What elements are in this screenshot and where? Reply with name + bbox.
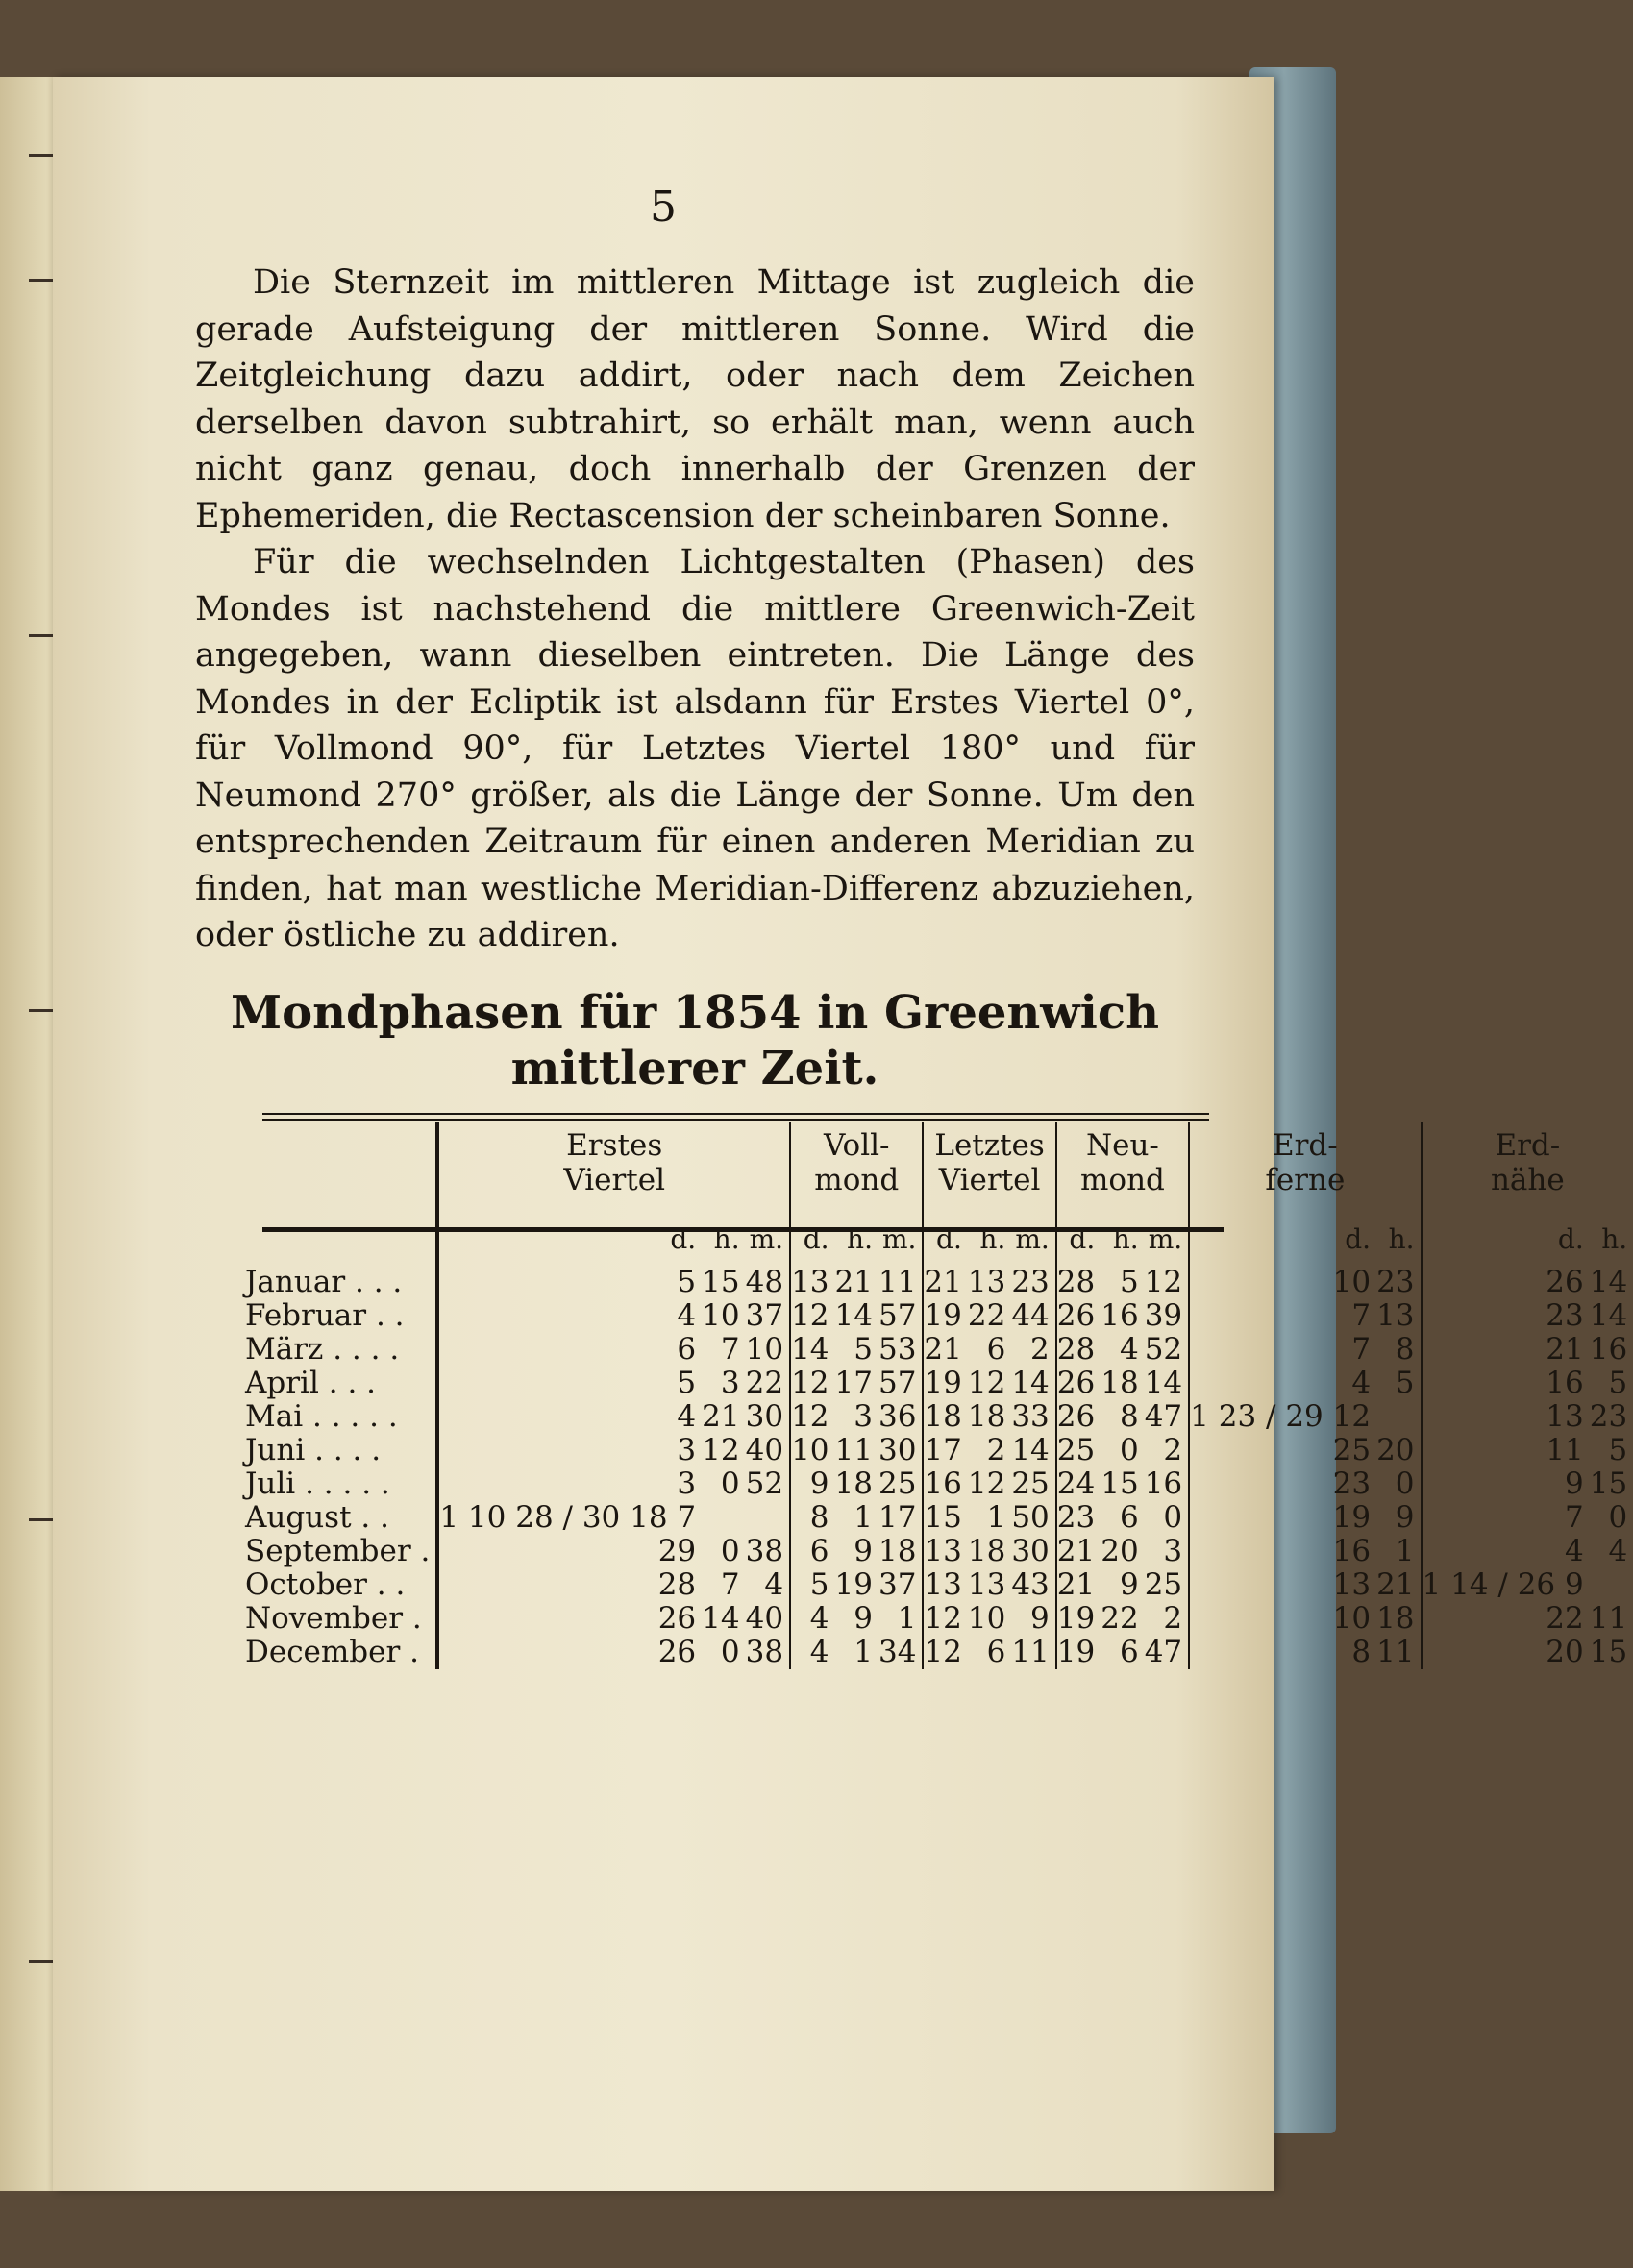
table-cell: 14 <box>1144 1366 1183 1400</box>
table-cell: 0 <box>720 1635 740 1669</box>
table-row <box>245 1299 1633 1333</box>
table-cell: 22 <box>745 1366 784 1400</box>
table-cell: 12 <box>790 1299 834 1333</box>
table-cell: 9 <box>1422 1467 1590 1501</box>
table-cell: 16 <box>923 1467 967 1501</box>
table-cell: 17 <box>878 1500 917 1535</box>
table-cell: 9 <box>1395 1500 1415 1535</box>
table-cell: 15 <box>1589 1467 1628 1501</box>
unit-label: d. <box>1422 1209 1590 1266</box>
table-cell: 0 <box>1163 1500 1183 1535</box>
table-cell: 19 <box>923 1367 967 1400</box>
table-header-row <box>245 1122 1633 1209</box>
table-cell: 2 <box>986 1433 1006 1467</box>
table-cell: 20 <box>1101 1534 1139 1568</box>
table-cell: 10 <box>745 1332 784 1367</box>
table-cell: 47 <box>1144 1635 1183 1669</box>
table-cell: 17 <box>923 1434 967 1467</box>
table-cell: 11 <box>834 1433 873 1467</box>
table-cell: 4 <box>790 1602 834 1636</box>
table-cell: 7 <box>1189 1299 1376 1333</box>
table-cell: 1 <box>897 1601 917 1636</box>
table-cell: 4 <box>1189 1367 1376 1400</box>
column-header-line: Viertel <box>938 1163 1041 1197</box>
table-cell: 19 <box>923 1299 967 1333</box>
table-cell: 20 <box>1422 1636 1590 1669</box>
table-cell: 26 <box>437 1636 702 1669</box>
table-cell: 11 <box>1422 1434 1590 1467</box>
table-cell: 10 <box>1189 1602 1376 1636</box>
table-cell: 23 <box>1011 1265 1050 1299</box>
table-cell: 11 <box>1011 1635 1050 1669</box>
table-cell: 6 <box>1119 1635 1139 1669</box>
table-cell: 13 <box>923 1568 967 1602</box>
table-cell: 1 <box>1395 1534 1415 1568</box>
column-header <box>790 1122 923 1209</box>
table-cell: 21 <box>834 1265 873 1299</box>
table-cell: 7 <box>720 1567 740 1602</box>
table-cell: 5 <box>1395 1366 1415 1400</box>
table-cell: 10 <box>790 1434 834 1467</box>
unit-label: h. <box>1601 1223 1628 1255</box>
month-name: September . <box>245 1534 431 1568</box>
body-text <box>195 259 1195 959</box>
unit-label: m. <box>1015 1223 1050 1255</box>
table-cell: 9 <box>1119 1567 1139 1602</box>
table-cell: 12 <box>967 1467 1006 1501</box>
table-cell <box>702 1501 745 1535</box>
column-header-line: nähe <box>1490 1163 1565 1197</box>
table-cell: 13 <box>923 1535 967 1568</box>
table-cell: 12 <box>1144 1265 1183 1299</box>
table-cell: 23 <box>1056 1501 1101 1535</box>
unit-label: d. <box>1056 1209 1101 1266</box>
divider <box>262 1113 1209 1115</box>
table-cell: 34 <box>878 1635 917 1669</box>
table-row <box>245 1400 1633 1434</box>
table-cell: 23 <box>1589 1399 1628 1434</box>
table-cell: 11 <box>1589 1601 1628 1636</box>
table-cell: 10 <box>1189 1266 1376 1299</box>
table-cell: 13 <box>790 1266 834 1299</box>
month-name: Februar . . <box>245 1298 405 1333</box>
unit-label: d. <box>790 1209 834 1266</box>
table-cell: 26 <box>437 1602 702 1636</box>
table-cell: 0 <box>720 1534 740 1568</box>
table-cell: 1 <box>986 1500 1006 1535</box>
column-header-line: ferne <box>1265 1163 1346 1197</box>
table-cell: 9 <box>1030 1601 1050 1636</box>
column-header-line: Neu- <box>1086 1128 1159 1163</box>
table-cell: 13 <box>967 1567 1006 1602</box>
table-cell: 12 <box>702 1433 740 1467</box>
table-cell: 5 <box>854 1332 873 1367</box>
unit-label: h. <box>847 1223 873 1255</box>
table-cell: 14 <box>702 1601 740 1636</box>
table-cell: 24 <box>1056 1467 1101 1501</box>
column-header-line: Voll- <box>823 1128 890 1163</box>
column-header-line: Letztes <box>934 1128 1045 1163</box>
table-cell: 1 23 / 29 12 <box>1189 1400 1376 1434</box>
table-cell: 11 <box>878 1265 917 1299</box>
table-cell: 4 <box>1422 1535 1590 1568</box>
table-cell: 9 <box>854 1601 873 1636</box>
table-cell: 20 <box>1376 1433 1415 1467</box>
table-cell: 30 <box>745 1399 784 1434</box>
table-cell: 7 <box>1422 1501 1590 1535</box>
table-cell: 12 <box>790 1367 834 1400</box>
table-cell: 7 <box>1189 1333 1376 1367</box>
month-name: Juli . . . . . <box>245 1467 390 1501</box>
table-cell: 6 <box>437 1333 702 1367</box>
table-cell: 13 <box>1376 1298 1415 1333</box>
table-cell: 23 <box>1376 1265 1415 1299</box>
table-cell: 19 <box>1056 1636 1101 1669</box>
table-cell: 15 <box>1589 1635 1628 1669</box>
table-cell: 25 <box>1189 1434 1376 1467</box>
unit-label: d. <box>1189 1209 1376 1266</box>
table-cell: 15 <box>1101 1467 1139 1501</box>
table-cell: 3 <box>437 1434 702 1467</box>
table-cell: 26 <box>1056 1299 1101 1333</box>
table-cell: 4 <box>1608 1534 1628 1568</box>
table-cell: 6 <box>986 1332 1006 1367</box>
table-cell: 22 <box>967 1298 1006 1333</box>
table-cell: 38 <box>745 1534 784 1568</box>
column-header-line: Erstes <box>566 1128 663 1163</box>
paragraph: Die Sternzeit im mittleren Mittage ist zugleich die gerade Aufsteigung der mittleren Sonne. Wird die Zeitgleichung dazu addirt, oder nach dem Zeichen derselben davon subtrahirt, so erhält man, wenn auch nicht ganz genau, doch innerhalb der Grenzen der Ephemeriden, die Rectascension der scheinbaren Sonne. <box>195 263 1195 535</box>
page-number: 5 <box>650 183 677 232</box>
table-cell: 53 <box>878 1332 917 1367</box>
table-cell: 33 <box>1011 1399 1050 1434</box>
table-cell: 21 <box>1056 1568 1101 1602</box>
column-header-line: Viertel <box>563 1163 666 1197</box>
table-cell: 11 <box>1376 1635 1415 1669</box>
table-cell: 10 <box>702 1298 740 1333</box>
column-header <box>1056 1122 1189 1209</box>
table-cell: 18 <box>923 1400 967 1434</box>
table-cell: 3 <box>437 1467 702 1501</box>
table-cell: 19 <box>1056 1602 1101 1636</box>
month-column-header <box>245 1122 437 1209</box>
table-cell: 17 <box>834 1366 873 1400</box>
table-cell: 5 <box>790 1568 834 1602</box>
column-header-line: Erd- <box>1272 1128 1338 1163</box>
table-cell: 4 <box>437 1400 702 1434</box>
table-cell: 18 <box>1101 1366 1139 1400</box>
unit-label: m. <box>749 1223 784 1255</box>
table-cell: 18 <box>967 1534 1006 1568</box>
table-cell: 22 <box>1101 1601 1139 1636</box>
table-cell: 6 <box>1119 1500 1139 1535</box>
column-header <box>1422 1122 1633 1209</box>
table-cell: 6 <box>790 1535 834 1568</box>
table-cell: 3 <box>1163 1534 1183 1568</box>
table-cell: 7 <box>720 1332 740 1367</box>
divider <box>262 1119 1209 1121</box>
table-row <box>245 1501 1633 1535</box>
table-cell: 3 <box>854 1399 873 1434</box>
table-cell: 5 <box>437 1367 702 1400</box>
month-name: März . . . . <box>245 1332 400 1367</box>
unit-row <box>245 1209 1633 1266</box>
table-cell: 57 <box>878 1366 917 1400</box>
table-cell: 37 <box>745 1298 784 1333</box>
month-name: November . <box>245 1601 422 1636</box>
table-cell: 4 <box>790 1636 834 1669</box>
table-cell: 6 <box>986 1635 1006 1669</box>
table-row <box>245 1266 1633 1299</box>
table-cell: 25 <box>1056 1434 1101 1467</box>
table-cell: 18 <box>967 1399 1006 1434</box>
table-cell: 25 <box>1011 1467 1050 1501</box>
table-cell: 39 <box>1144 1298 1183 1333</box>
table-cell: 21 <box>1422 1333 1590 1367</box>
table-row <box>245 1434 1633 1467</box>
table-cell: 30 <box>878 1433 917 1467</box>
table-cell: 37 <box>878 1567 917 1602</box>
table-cell: 13 <box>1422 1400 1590 1434</box>
table-cell: 23 <box>1189 1467 1376 1501</box>
table-cell: 21 <box>923 1266 967 1299</box>
table-cell: 40 <box>745 1601 784 1636</box>
heading-line: Mondphasen für 1854 in Greenwich <box>231 986 1159 1040</box>
table-cell: 2 <box>1163 1601 1183 1636</box>
table-cell: 16 <box>1144 1467 1183 1501</box>
table-cell: 12 <box>967 1366 1006 1400</box>
table-cell: 4 <box>764 1567 784 1602</box>
unit-label: h. <box>1112 1223 1139 1255</box>
table-cell: 21 <box>702 1399 740 1434</box>
table-cell: 1 14 / 26 9 <box>1422 1568 1590 1602</box>
table-cell: 1 <box>854 1635 873 1669</box>
table-row <box>245 1602 1633 1636</box>
unit-label: d. <box>923 1209 967 1266</box>
table-cell: 30 <box>1011 1534 1050 1568</box>
table-cell: 4 <box>1119 1332 1139 1367</box>
table-cell: 16 <box>1101 1298 1139 1333</box>
table-cell: 19 <box>834 1567 873 1602</box>
table-cell: 16 <box>1422 1367 1590 1400</box>
table-heading <box>195 985 1195 1097</box>
paragraph: Für die wechselnden Lichtgestalten (Phasen) des Mondes ist nachstehend die mittlere Greenwich-Zeit angegeben, wann dieselben eintreten. Die Länge des Mondes in der Ecliptik ist alsdann für Erstes Viertel 0°, für Vollmond 90°, für Letztes Viertel 180° und für Neumond 270° größer, als die Länge der Sonne. Um den entsprechenden Zeitraum für einen anderen Meridian zu finden, hat man westliche Meridian-Differenz abzuziehen, oder östliche zu addiren. <box>195 543 1195 954</box>
table-cell: 4 <box>437 1299 702 1333</box>
table-cell: 12 <box>790 1400 834 1434</box>
table-cell: 21 <box>923 1333 967 1367</box>
table-cell: 23 <box>1422 1299 1590 1333</box>
table-cell: 5 <box>1119 1265 1139 1299</box>
table-cell: 25 <box>878 1467 917 1501</box>
table-cell: 8 <box>1119 1399 1139 1434</box>
table-cell: 36 <box>878 1399 917 1434</box>
table-cell: 15 <box>702 1265 740 1299</box>
table-cell: 26 <box>1422 1266 1590 1299</box>
table-cell: 52 <box>1144 1332 1183 1367</box>
book-page <box>53 77 1628 2191</box>
table-cell: 5 <box>1608 1366 1628 1400</box>
table-cell: 48 <box>745 1265 784 1299</box>
table-cell: 44 <box>1011 1298 1050 1333</box>
table-cell: 5 <box>437 1266 702 1299</box>
table-cell: 28 <box>1056 1266 1101 1299</box>
table-cell: 0 <box>720 1467 740 1501</box>
table-cell: 10 <box>967 1601 1006 1636</box>
table-cell: 25 <box>1144 1567 1183 1602</box>
table-cell: 0 <box>1608 1500 1628 1535</box>
table-row <box>245 1636 1633 1669</box>
table-cell: 43 <box>1011 1567 1050 1602</box>
month-name: Mai . . . . . <box>245 1399 398 1434</box>
unit-label: h. <box>1388 1223 1415 1255</box>
table-cell: 15 <box>923 1501 967 1535</box>
month-name: October . . <box>245 1567 406 1602</box>
blank-cell <box>245 1209 437 1266</box>
unit-label: h. <box>979 1223 1006 1255</box>
column-header-line: mond <box>1080 1163 1165 1197</box>
table-cell: 50 <box>1011 1500 1050 1535</box>
unit-label: m. <box>1148 1223 1183 1255</box>
table-row <box>245 1333 1633 1367</box>
table-cell: 2 <box>1030 1332 1050 1367</box>
month-name: Juni . . . . <box>245 1433 382 1467</box>
table-cell: 1 <box>854 1500 873 1535</box>
table-cell: 16 <box>1589 1332 1628 1367</box>
column-header <box>923 1122 1055 1209</box>
moon-phases-table <box>245 1122 1633 1669</box>
unit-label: h. <box>713 1223 740 1255</box>
table-cell: 5 <box>1608 1433 1628 1467</box>
table-cell: 0 <box>1395 1467 1415 1501</box>
table-cell: 19 <box>1189 1501 1376 1535</box>
table-cell: 57 <box>878 1298 917 1333</box>
table-cell: 47 <box>1144 1399 1183 1434</box>
table-cell <box>1376 1400 1421 1434</box>
table-cell: 13 <box>967 1265 1006 1299</box>
table-cell <box>746 1501 790 1535</box>
table-cell: 3 <box>720 1366 740 1400</box>
table-cell: 14 <box>834 1298 873 1333</box>
table-cell: 16 <box>1189 1535 1376 1568</box>
month-name: April . . . <box>245 1366 377 1400</box>
heading-line: mittlerer Zeit. <box>510 1042 879 1096</box>
column-header <box>1189 1122 1421 1209</box>
table-cell: 14 <box>1011 1366 1050 1400</box>
column-header <box>437 1122 790 1209</box>
table-cell: 26 <box>1056 1400 1101 1434</box>
column-header-line: mond <box>814 1163 900 1197</box>
table-cell: 9 <box>790 1467 834 1501</box>
table-cell <box>1590 1568 1633 1602</box>
table-cell: 28 <box>1056 1333 1101 1367</box>
table-cell: 52 <box>745 1467 784 1501</box>
table-cell: 14 <box>1011 1433 1050 1467</box>
table-cell: 22 <box>1422 1602 1590 1636</box>
table-cell: 8 <box>1189 1636 1376 1669</box>
column-header-line: Erd- <box>1495 1128 1561 1163</box>
month-name: August . . <box>245 1500 389 1535</box>
table-cell: 40 <box>745 1433 784 1467</box>
table-cell: 8 <box>790 1501 834 1535</box>
table-cell: 18 <box>1376 1601 1415 1636</box>
month-name: Januar . . . <box>245 1265 403 1299</box>
table-cell: 38 <box>745 1635 784 1669</box>
table-cell: 13 <box>1189 1568 1376 1602</box>
table-row <box>245 1367 1633 1400</box>
table-cell: 9 <box>854 1534 873 1568</box>
table-cell: 29 <box>437 1535 702 1568</box>
table-cell: 14 <box>1589 1265 1628 1299</box>
table-cell: 2 <box>1163 1433 1183 1467</box>
month-name: December . <box>245 1635 420 1669</box>
table-row <box>245 1467 1633 1501</box>
table-cell: 1 10 28 / 30 18 7 <box>437 1501 702 1535</box>
table-cell: 26 <box>1056 1367 1101 1400</box>
table-cell: 12 <box>923 1602 967 1636</box>
table-cell: 28 <box>437 1568 702 1602</box>
table-cell: 14 <box>1589 1298 1628 1333</box>
table-cell: 21 <box>1056 1535 1101 1568</box>
table-cell: 8 <box>1395 1332 1415 1367</box>
table-row <box>245 1535 1633 1568</box>
unit-label: d. <box>437 1209 702 1266</box>
table-cell: 0 <box>1119 1433 1139 1467</box>
unit-label: m. <box>881 1223 917 1255</box>
table-cell: 18 <box>834 1467 873 1501</box>
table-row <box>245 1568 1633 1602</box>
table-cell: 14 <box>790 1333 834 1367</box>
table-cell: 12 <box>923 1636 967 1669</box>
table-cell: 18 <box>878 1534 917 1568</box>
table-cell: 21 <box>1376 1567 1415 1602</box>
